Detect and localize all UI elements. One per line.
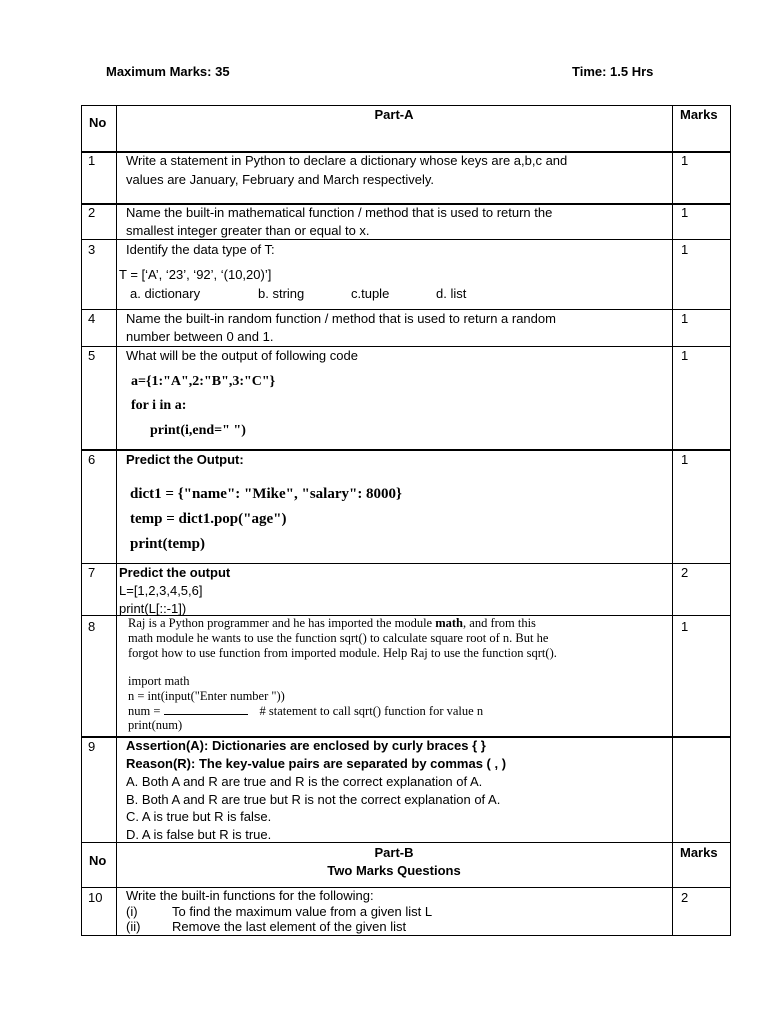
question-number: 2 <box>88 205 96 220</box>
question-number: 3 <box>88 242 96 257</box>
column-header-no: No <box>89 115 107 130</box>
question-text: Raj is a Python programmer and he has imported the module math, and from this <box>128 616 536 630</box>
sub-question-label: (i) <box>126 904 138 919</box>
question-text: values are January, February and March respectively. <box>126 172 435 187</box>
question-text: math module he wants to use the function sqrt() to calculate square root of n. But he <box>128 631 549 645</box>
question-number: 6 <box>88 452 96 467</box>
question-number: 4 <box>88 311 96 326</box>
question-number: 7 <box>88 565 96 580</box>
question-number: 1 <box>88 153 96 168</box>
question-marks: 1 <box>681 452 689 467</box>
sub-question-text: To find the maximum value from a given list L <box>172 904 433 919</box>
question-text: Write a statement in Python to declare a dictionary whose keys are a,b,c and <box>126 153 568 168</box>
question-marks: 2 <box>681 890 689 905</box>
option-c: c.tuple <box>351 286 390 301</box>
max-marks: Maximum Marks: 35 <box>106 64 230 79</box>
part-b-subtitle: Two Marks Questions <box>327 863 461 878</box>
question-text: Predict the Output: <box>126 452 244 467</box>
code-line: a={1:"A",2:"B",3:"C"} <box>131 374 276 389</box>
column-header-marks: Marks <box>680 107 718 122</box>
question-number: 10 <box>88 890 103 905</box>
code-line: print(temp) <box>130 536 205 552</box>
assertion-text: Assertion(A): Dictionaries are enclosed by curly braces { } <box>126 738 486 753</box>
code-line: num = # statement to call sqrt() function for value n <box>128 704 484 718</box>
question-text: smallest integer greater than or equal to x. <box>126 223 370 238</box>
question-number: 8 <box>88 619 96 634</box>
column-divider-no <box>116 105 117 936</box>
question-marks: 1 <box>681 311 689 326</box>
part-a-title: Part-A <box>374 107 414 122</box>
question-marks: 1 <box>681 619 689 634</box>
sub-question-label: (ii) <box>126 919 141 934</box>
question-text: Name the built-in mathematical function / method that is used to return the <box>126 205 553 220</box>
exam-time: Time: 1.5 Hrs <box>572 64 654 79</box>
question-code: print(L[::-1]) <box>119 601 187 616</box>
option-b: B. Both A and R are true but R is not the correct explanation of A. <box>126 792 501 807</box>
question-text: forgot how to use function from imported module. Help Raj to use the function sqrt(). <box>128 646 557 660</box>
question-marks: 1 <box>681 153 689 168</box>
reason-text: Reason(R): The key-value pairs are separated by commas ( , ) <box>126 756 507 771</box>
code-line: print(num) <box>128 718 183 732</box>
question-table <box>81 105 731 936</box>
column-header-no: No <box>89 853 107 868</box>
code-line: print(i,end=" ") <box>150 423 246 438</box>
option-d: D. A is false but R is true. <box>126 827 272 842</box>
question-text: Write the built-in functions for the following: <box>126 888 374 903</box>
question-marks: 1 <box>681 242 689 257</box>
question-text: Name the built-in random function / method that is used to return a random <box>126 311 556 326</box>
question-text: Predict the output <box>119 565 231 580</box>
column-header-marks: Marks <box>680 845 718 860</box>
code-line: for i in a: <box>131 398 187 413</box>
part-b-title: Part-B <box>374 845 414 860</box>
question-number: 5 <box>88 348 96 363</box>
question-text: number between 0 and 1. <box>126 329 274 344</box>
option-a: a. dictionary <box>130 286 201 301</box>
option-b: b. string <box>258 286 305 301</box>
sub-question-text: Remove the last element of the given list <box>172 919 407 934</box>
question-text: Identify the data type of T: <box>126 242 275 257</box>
column-divider-marks <box>672 105 673 936</box>
table-border-left <box>81 105 82 936</box>
question-marks: 1 <box>681 348 689 363</box>
option-d: d. list <box>436 286 467 301</box>
code-line: temp = dict1.pop("age") <box>130 511 287 527</box>
option-c: C. A is true but R is false. <box>126 809 272 824</box>
question-marks: 2 <box>681 565 689 580</box>
question-text: What will be the output of following code <box>126 348 358 363</box>
table-border-right <box>730 105 731 936</box>
code-line: import math <box>128 674 190 688</box>
answer-blank <box>164 704 248 715</box>
code-line: n = int(input("Enter number ")) <box>128 689 285 703</box>
option-a: A. Both A and R are true and R is the correct explanation of A. <box>126 774 483 789</box>
question-marks: 1 <box>681 205 689 220</box>
code-line: dict1 = {"name": "Mike", "salary": 8000} <box>130 486 402 502</box>
question-number: 9 <box>88 739 96 754</box>
question-code: L=[1,2,3,4,5,6] <box>119 583 203 598</box>
question-expression: T = [‘A’, ‘23’, ‘92’, ‘(10,20)’] <box>119 267 272 282</box>
